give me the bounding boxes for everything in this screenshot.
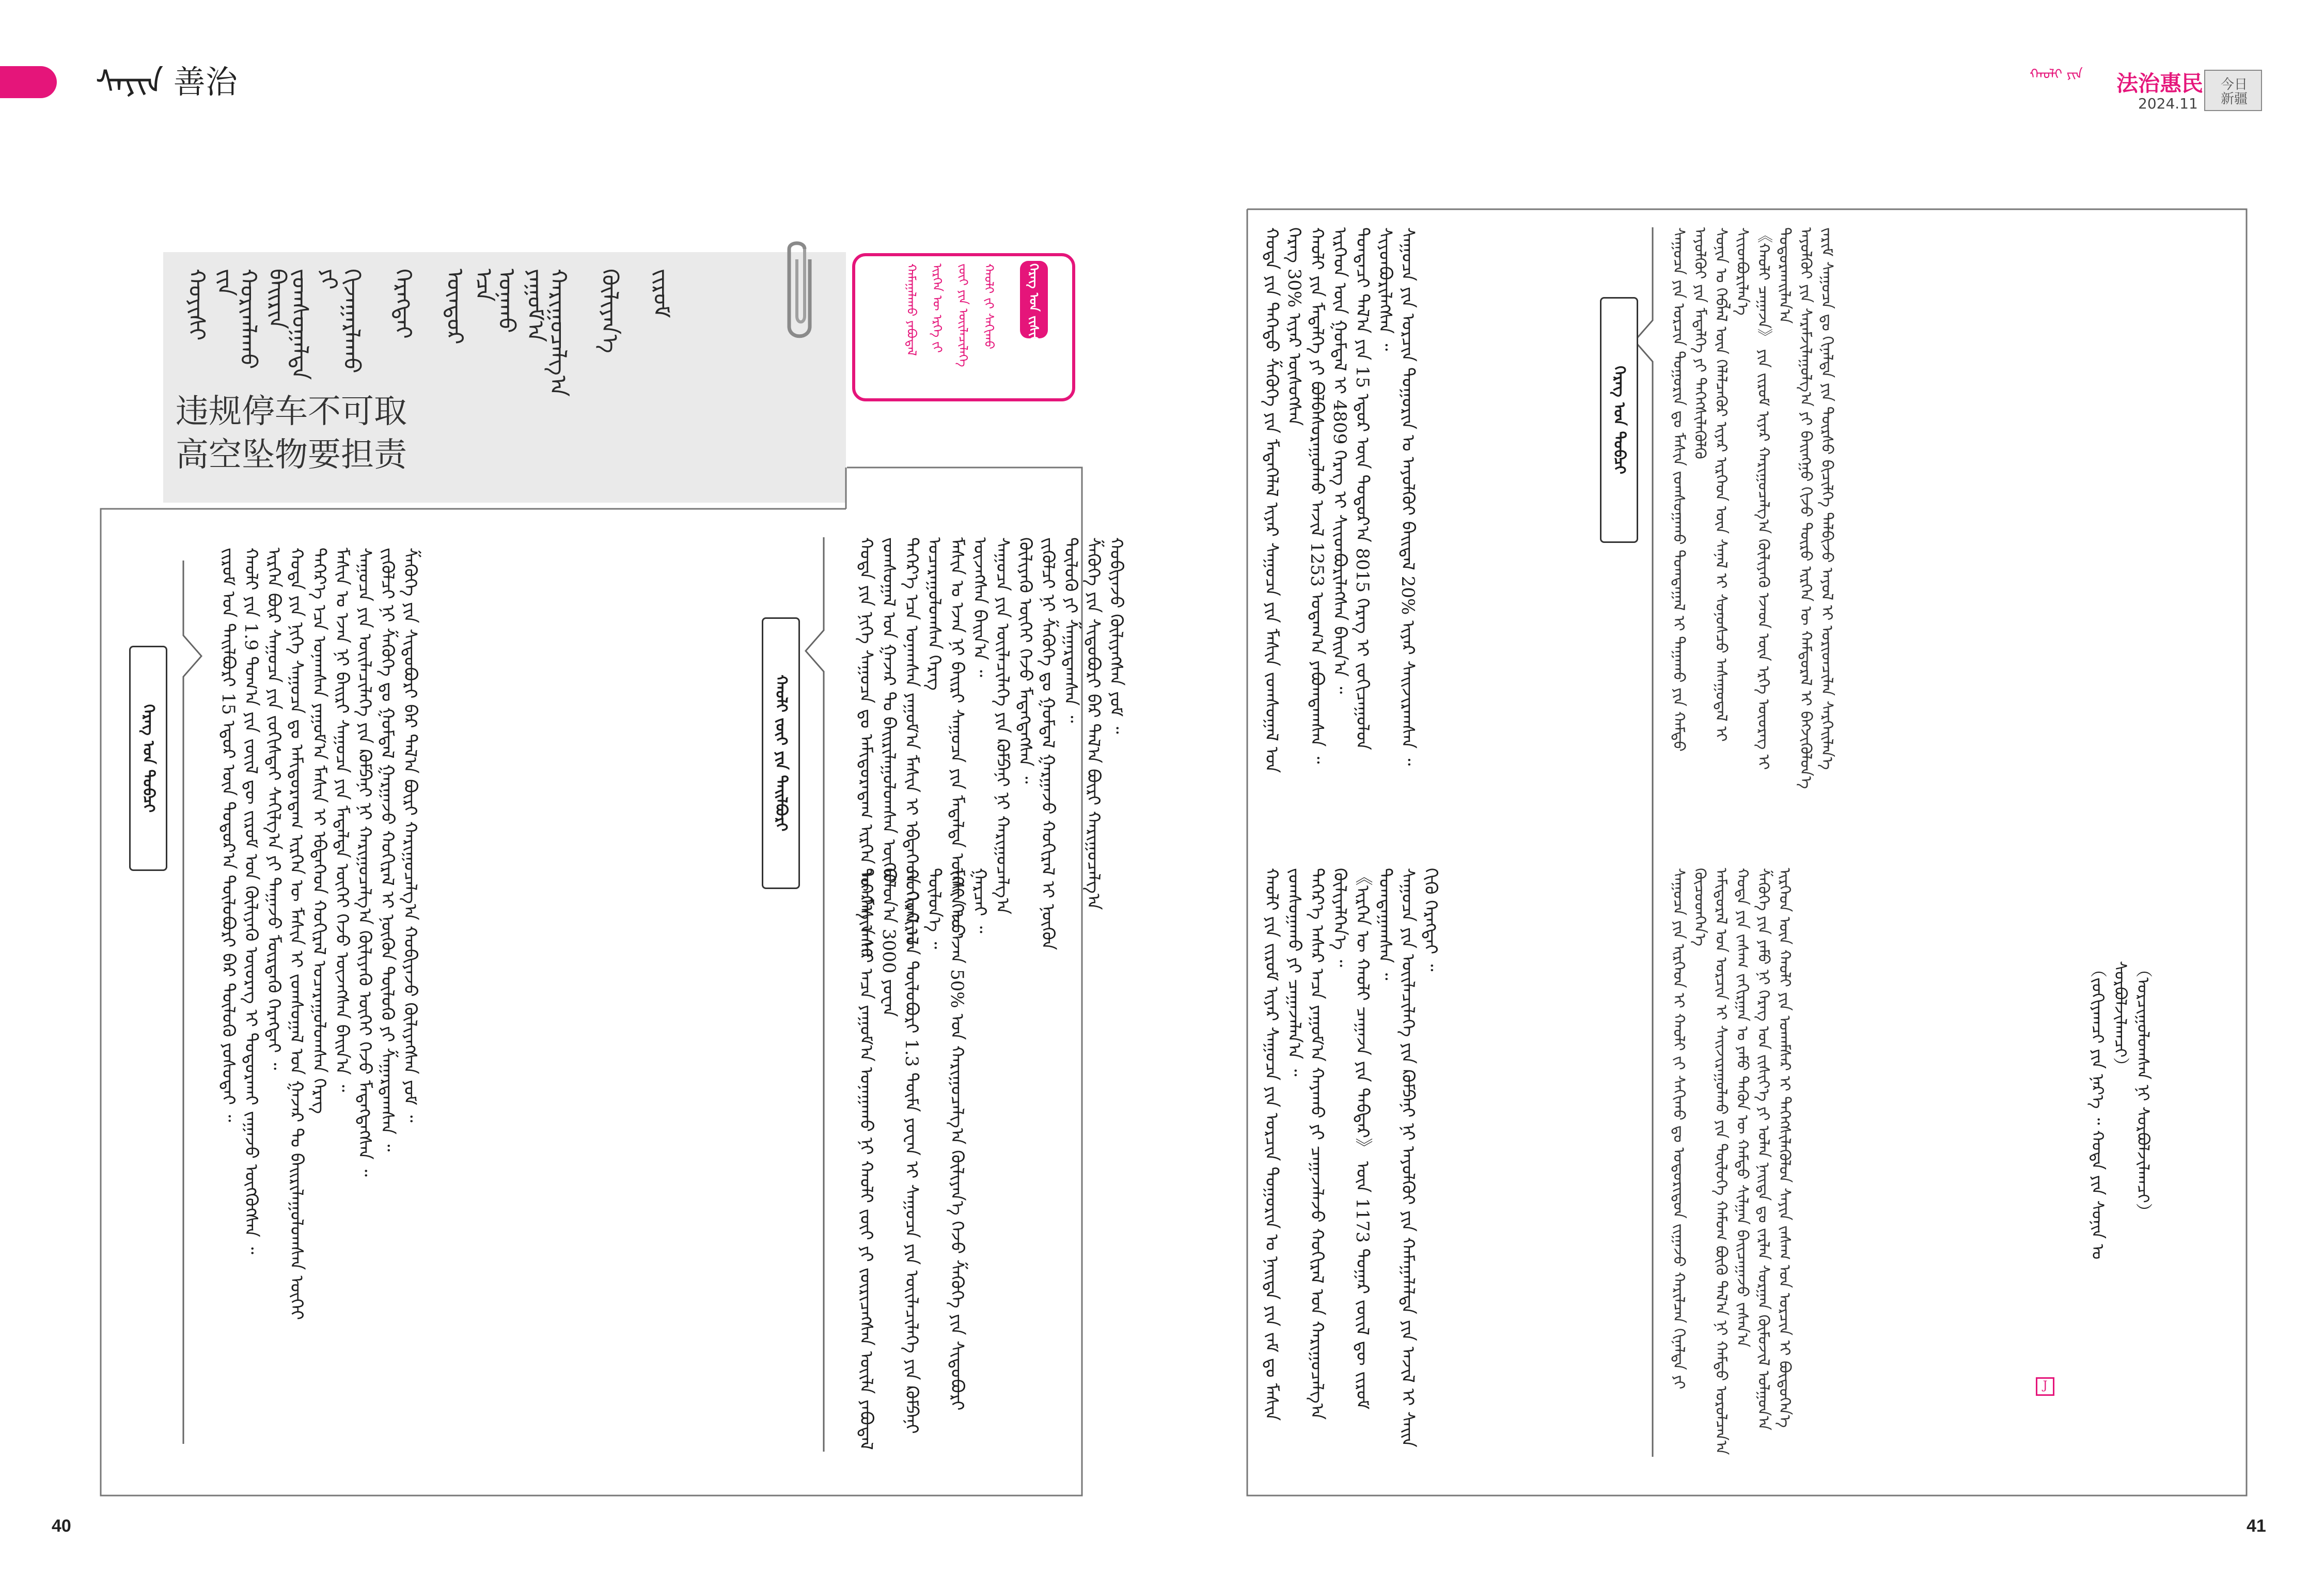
note-paragraph: 《ᠬᠠᠤᠯᠢ ᠴᠠᠭᠠᠵᠠ》 ᠶᠢᠨ ᠵᠢᠷᠤᠮ ᠢᠶᠡᠷ ᠬᠠᠷᠢᠭᠤᠴᠠᠯᠭ᠎ᠠ ᠬᠦᠯᠢᠶᠡᠬᠦ ᠡᠵᠡᠳ ᠦᠨ ᠡᠷᠬᠡ ᠦᠦᠷᠡᠭ ᠢ ᠲᠣᠳᠣᠷᠬᠠᠢᠯᠠᠨ᠎ᠠ — [1754, 227, 1794, 770]
body-paragraph: ᠵᠢᠭᠦᠯᠴᠢ ᠨᠢ ᠱᠡᠭᠦᠬᠡ ᠳᠤ ᠭᠣᠮᠳᠠᠯ ᠭᠠᠷᠭᠠᠵᠤ ᠬᠣᠬᠢᠷᠠᠯ ᠢ ᠨᠥᠬᠥᠨ ᠲᠥᠯᠥᠬᠦ ᠶᠢ ᠱᠠᠭᠠᠷᠳᠠᠭᠰᠠᠨ ᠃ — [1038, 537, 1081, 951]
headline — [176, 390, 407, 477]
headline-mongol-line: ᠵᠢᠷᠤᠮ — [648, 269, 674, 318]
body-paragraph: ᠬᠠᠤᠯᠢ ᠶᠢᠨ ᠮᠡᠳᠡᠯᠭᠡ ᠶᠢ ᠪᠣᠯᠪᠠᠰᠤᠷᠠᠭᠤᠯᠬᠤ ᠠᠵᠢᠯ 1253 ᠤᠳᠠᠭ᠎ᠠ ᠶᠠᠪᠤᠭᠳᠠᠭᠰᠠᠨ ᠃ — [1307, 227, 1327, 764]
body-paragraph: ᠰᠠᠭᠤᠴᠠ ᠶᠢᠨ ᠣᠷᠴᠢᠨ ᠲᠣᠭᠣᠷᠢᠨ ᠤ ᠠᠶᠤᠯᠭᠦᠢ ᠪᠠᠢᠳᠠᠯ 20% ᠢᠶᠡᠷ ᠰᠠᠢᠵᠢᠷᠠᠭᠰᠠᠨ ᠃ — [1397, 227, 1418, 766]
note-paragraph: ᠰᠣᠨᠢᠨ ᠤ ᠬᠡᠪᠯᠡᠯ ᠦᠨ ᠬᠡᠯᠡᠯᠴᠡᠭᠦᠷ ᠢᠶᠡᠷ ᠢᠷᠭᠡᠳ ᠦᠨ ᠰᠠᠨᠠᠯ ᠢ ᠰᠣᠨᠣᠰᠴᠤ ᠠᠰᠠᠭᠤᠳᠠᠯ ᠢ ᠰᠢᠢᠳᠪᠦᠷᠢᠯᠡᠨ᠎ᠡ — [1712, 227, 1751, 742]
byline-line: （ᠣᠷᠴᠢᠭᠤᠯᠤᠭᠰᠠᠨ ᠨᠢ ᠰᠤᠷᠪᠤᠯᠵᠢᠯᠠᠭᠴᠢ） — [2133, 961, 2153, 1220]
headline-mongol-line: ᠬᠣᠷᠢᠭᠯᠠᠬᠤ ᠪᠠᠢᠷᠢᠨ — [235, 269, 290, 369]
right-header-script: ᠬᠠᠤᠯᠢ ᠶᠢᠨ — [2030, 67, 2083, 82]
body-paragraph: ᠬᠣᠲᠠ ᠶᠢᠨ ᠨᠢᠭᠡ ᠰᠠᠭᠤᠴᠠ ᠳᠤ ᠠᠮᠢᠳᠤᠷᠠᠳᠠᠭ ᠢᠷᠭᠡᠨ ᠦ ᠮᠠᠰᠢᠨ ᠢ ᠵᠣᠭᠰᠣᠭᠠᠯ ᠤᠨ ᠭᠠᠵᠠᠷ ᠲᠤ ᠪᠠᠢᠷᠢᠯᠠᠭᠤᠯᠤᠭᠰᠠᠨ ᠦᠭᠡᠢ — [856, 537, 899, 958]
section-title-box: ᠬᠡᠷᠡᠭ ᠤᠨ ᠲᠣᠪᠴᠢ — [129, 646, 167, 871]
headline-mongol-line: ᠬᠣᠶᠢᠰᠢ ᠵᠢᠨ — [183, 269, 239, 341]
section-title-box: ᠬᠠᠤᠯᠢ ᠵᠦᠢ ᠶᠢᠨ ᠲᠠᠢᠯᠪᠤᠷᠢ — [762, 617, 800, 889]
magazine-logo-text: 今日 新疆 — [2221, 77, 2248, 107]
body-paragraph: ᠳᠤᠨᠳᠠᠴᠢ ᠲᠠᠯ᠎ᠠ ᠶᠢᠨ 15 ᠡᠳᠦᠷ ᠦᠨ ᠳᠣᠲᠣᠷ᠎ᠠ 8015 ᠬᠡᠷᠡᠭ ᠢ ᠵᠣᠬᠢᠴᠠᠭᠤᠯᠤᠨ ᠰᠢᠶᠳᠪᠦᠷᠢᠯᠡᠭᠰᠡᠨ ᠃ — [1352, 227, 1395, 751]
body-text-block — [1260, 227, 1622, 811]
brace-line: ᠬᠠᠤᠯᠢ ᠵᠢ ᠰᠠᠬᠢᠬᠤ — [982, 263, 996, 350]
headline-line-2: 高空坠物要担责 — [176, 436, 407, 474]
body-paragraph: ᠳᠡᠭᠡᠷ᠎ᠡ ᠡᠴᠡ ᠤᠨᠠᠭᠰᠠᠨ ᠶᠠᠭᠤᠮ᠎ᠠ ᠮᠠᠰᠢᠨ ᠢ ᠡᠪᠳᠡᠭᠡᠳ ᠬᠣᠬᠢᠷᠠᠯ ᠤᠴᠠᠷᠠᠭᠤᠯᠤᠭᠰᠠᠨ ᠬᠡᠷᠡᠭ — [901, 537, 945, 945]
body-paragraph: ᠢᠷᠭᠡᠨ ᠪᠦᠷ ᠰᠠᠭᠤᠴᠠ ᠶᠢᠨ ᠵᠣᠬᠢᠰᠲᠠᠢ ᠰᠠᠬᠢᠯᠭ᠎ᠠ ᠶᠢ ᠳᠠᠭᠠᠵᠤ ᠮᠥᠷᠳᠡᠬᠦ ᠬᠡᠷᠡᠭᠲᠡᠢ ᠃ — [263, 548, 284, 1070]
headline-mongol-line: ᠵᠣᠭᠰᠣᠭᠠᠯᠲᠠ ᠶᠢ — [287, 269, 342, 380]
body-paragraph: ᠳᠡᠭᠡᠷ᠎ᠡ ᠠᠰᠠᠷ ᠠᠴᠠ ᠶᠠᠭᠤᠮ᠎ᠠ ᠬᠠᠶᠠᠬᠤ ᠶᠢ ᠴᠠᠭᠠᠵᠠᠯᠠᠵᠤ ᠬᠣᠬᠢᠷᠠᠯ ᠤᠨ ᠬᠠᠷᠢᠭᠤᠴᠠᠯᠭ᠎ᠠ ᠬᠦᠯᠢᠶᠡᠯᠭᠡᠨ᠎ᠡ ᠃ — [1307, 868, 1350, 1420]
body-paragraph: ᠵᠢᠭᠦᠯᠴᠢ ᠨᠢ ᠱᠡᠭᠦᠬᠡ ᠳᠤ ᠭᠣᠮᠳᠠᠯ ᠭᠠᠷᠭᠠᠵᠤ ᠬᠣᠬᠢᠷᠠᠯ ᠢ ᠨᠥᠬᠥᠨ ᠲᠥᠯᠥᠬᠦ ᠶᠢ ᠱᠠᠭᠠᠷᠳᠠᠭᠰᠠᠨ ᠃ — [377, 548, 398, 1152]
body-paragraph: ᠬᠠᠤᠯᠢ ᠶᠢᠨ 1.9 ᠲᠣᠭ᠎ᠠ ᠶᠢᠨ ᠵᠦᠢᠯ ᠳᠦ ᠵᠢᠷᠤᠮ ᠤᠨ ᠬᠦᠯᠢᠶᠡᠬᠦ ᠦᠦᠷᠡᠭ ᠢ ᠲᠣᠳᠣᠷᠬᠠᠢ ᠵᠠᠭᠠᠵᠤ ᠥᠭᠭᠦᠭᠰᠡᠨ ᠃ — [241, 548, 261, 1255]
byline — [2086, 961, 2153, 1322]
body-paragraph: ᠮᠠᠰᠢᠨ ᠤ ᠡᠵᠡᠨ 50% ᠤᠨ ᠬᠠᠷᠢᠭᠤᠴᠠᠯᠭ᠎ᠠ ᠬᠦᠯᠢᠶᠡᠨ᠎ᠡ ᠭᠡᠵᠦ ᠱᠡᠭᠦᠬᠡ ᠶᠢᠨ ᠱᠢᠳᠦᠪᠦᠷᠢ ᠭᠠᠷᠴᠠᠢ ᠃ — [947, 868, 990, 1411]
byline-line: （ᠵᠣᠬᠢᠶᠠᠭᠴᠢ ᠶᠢᠨ ᠨᠡᠷ᠎ᠡ ᠃ ᠬᠣᠲᠠ ᠶᠢᠨ ᠰᠣᠨᠢᠨ ᠤ ᠰᠤᠷᠪᠤᠯᠵᠢᠯᠠᠭᠴᠢ） — [2088, 961, 2130, 1259]
section-title-box: ᠬᠡᠷᠡᠭ ᠤᠨ ᠲᠣᠪᠴᠢ — [1600, 297, 1638, 543]
body-text-block — [855, 868, 1072, 1462]
body-text-block — [1260, 868, 1622, 1462]
right-header-issue: 2024.11 — [2138, 95, 2198, 112]
left-page-number: 40 — [52, 1516, 71, 1536]
body-paragraph: ᠬᠣᠲᠠ ᠶᠢᠨ ᠨᠢᠭᠡ ᠰᠠᠭᠤᠴᠠ ᠳᠤ ᠠᠮᠢᠳᠤᠷᠠᠳᠠᠭ ᠢᠷᠭᠡᠨ ᠦ ᠮᠠᠰᠢᠨ ᠢ ᠵᠣᠭᠰᠣᠭᠠᠯ ᠤᠨ ᠭᠠᠵᠠᠷ ᠲᠤ ᠪᠠᠢᠷᠢᠯᠠᠭᠤᠯᠤᠭᠰᠠᠨ ᠦᠭᠡᠢ — [286, 548, 307, 1320]
body-paragraph: ᠮᠠᠰᠢᠨ ᠤ ᠡᠵᠡᠨ ᠨᠢ ᠪᠠᠢᠷᠢ ᠰᠠᠭᠤᠴᠠ ᠶᠢᠨ ᠮᠡᠳᠡᠯᠲᠡ ᠦᠭᠡᠢ ᠭᠡᠵᠦ ᠦᠵᠡᠭᠰᠡᠨ ᠪᠠᠢᠨ᠎ᠠ ᠃ — [947, 537, 990, 937]
headline-mongol-line: ᠦᠨᠳᠦᠷ ᠡᠴᠡ — [442, 269, 497, 345]
body-paragraph: ᠰᠠᠭᠤᠴᠠ ᠶᠢᠨ ᠦᠢᠯᠡᠴᠢᠯᠡᠭᠡ ᠶᠢᠨ ᠺᠣᠮᠫᠠᠨᠢ ᠨᠢ ᠬᠠᠷᠢᠭᠤᠴᠠᠯᠭ᠎ᠠ ᠬᠦᠯᠢᠶᠡᠬᠦ ᠦᠭᠡᠢ ᠭᠡᠵᠦ ᠮᠡᠳᠡᠭᠳᠡᠭᠰᠡᠨ ᠃ — [992, 537, 1035, 915]
body-paragraph: ᠵᠢᠷᠤᠮ ᠤᠨ ᠲᠠᠢᠯᠪᠤᠷᠢ 15 ᠡᠳᠦᠷ ᠦᠨ ᠳᠣᠲᠣᠷ᠎ᠠ ᠲᠥᠯᠥᠪᠦᠷᠢ ᠪᠠᠷ ᠲᠥᠯᠥᠬᠦ ᠶᠣᠰᠣᠲᠠᠢ ᠃ — [218, 548, 239, 1123]
headline-mongol-line: ᠬᠦᠯᠢᠶᠡᠨ᠎ᠡ — [596, 269, 623, 353]
headline-line-1: 违规停车不可取 — [176, 393, 407, 431]
body-paragraph: ᠰᠠᠭᠤᠴᠠ ᠶᠢᠨ ᠦᠢᠯᠡᠴᠢᠯᠡᠭᠡ ᠶᠢᠨ ᠺᠣᠮᠫᠠᠨᠢ ᠨᠢ ᠠᠶᠤᠯᠭᠦᠢ ᠶᠢᠨ ᠬᠠᠮᠠᠭᠠᠯᠠᠯᠲᠠ ᠶᠢᠨ ᠠᠵᠢᠯ ᠢ ᠰᠠᠢᠨ ᠬᠢᠬᠦ ᠬᠡᠷᠡᠭᠲᠡᠢ ᠃ — [1397, 868, 1441, 1447]
note-marker: J — [2036, 1377, 2054, 1396]
note-paragraph: ᠵᠠᠷᠢᠮ ᠰᠠᠭᠤᠴᠠ ᠳᠤ ᠬᠢᠨᠠᠯᠲᠠ ᠶᠢᠨ ᠳᠦᠷᠰᠦ ᠪᠢᠴᠢᠯᠭᠡ ᠲᠠᠯᠪᠢᠵᠤ ᠠᠶᠤᠯ ᠢ ᠤᠷᠢᠳᠴᠢᠯᠠᠨ ᠰᠡᠷᠭᠡᠢᠯᠡᠨ᠎ᠡ — [1818, 227, 1836, 770]
note-paragraph: ᠠᠮᠢᠳᠤᠷᠠᠯ ᠤᠨ ᠣᠷᠴᠢᠨ ᠢ ᠰᠠᠢᠵᠢᠷᠠᠭᠤᠯᠬᠤ ᠶᠢᠨ ᠲᠥᠯᠥᠭᠡ ᠬᠠᠮᠤᠭ ᠪᠦᠬᠦ ᠲᠠᠯ᠎ᠠ ᠨᠢ ᠬᠠᠮᠲᠤ ᠣᠷᠣᠯᠴᠠᠨ᠎ᠠ — [1712, 868, 1730, 1455]
body-paragraph: ᠬᠣᠬᠢᠷᠠᠯ ᠤᠨ ᠲᠥᠯᠥᠪᠦᠷᠢ 1.3 ᠲᠥᠮᠡ ᠶᠤᠸᠠᠨ ᠢ ᠰᠠᠭᠤᠴᠠ ᠶᠢᠨ ᠦᠢᠯᠡᠴᠢᠯᠡᠭᠡ ᠶᠢᠨ ᠺᠣᠮᠫᠠᠨᠢ ᠲᠥᠯᠥᠨ᠎ᠡ ᠃ — [901, 868, 945, 1434]
case-tag-label: ᠬᠡᠷᠡᠭ ᠤᠨ ᠵᠢᠱᠢᠶ᠎ᠡ — [1027, 263, 1042, 354]
body-paragraph: ᠳᠡᠭᠡᠷ᠎ᠡ ᠡᠴᠡ ᠤᠨᠠᠭᠰᠠᠨ ᠶᠠᠭᠤᠮ᠎ᠠ ᠮᠠᠰᠢᠨ ᠢ ᠡᠪᠳᠡᠭᠡᠳ ᠬᠣᠬᠢᠷᠠᠯ ᠤᠴᠠᠷᠠᠭᠤᠯᠤᠭᠰᠠᠨ ᠬᠡᠷᠡᠭ — [309, 548, 329, 1114]
body-paragraph: ᠰᠠᠭᠤᠴᠠ ᠶᠢᠨ ᠦᠢᠯᠡᠴᠢᠯᠡᠭᠡ ᠶᠢᠨ ᠺᠣᠮᠫᠠᠨᠢ ᠨᠢ ᠬᠠᠷᠢᠭᠤᠴᠠᠯᠭ᠎ᠠ ᠬᠦᠯᠢᠶᠡᠬᠦ ᠦᠭᠡᠢ ᠭᠡᠵᠦ ᠮᠡᠳᠡᠭᠳᠡᠭᠰᠡᠨ ᠃ — [354, 548, 375, 1177]
body-paragraph: ᠮᠠᠰᠢᠨ ᠤ ᠡᠵᠡᠨ ᠨᠢ ᠪᠠᠢᠷᠢ ᠰᠠᠭᠤᠴᠠ ᠶᠢᠨ ᠮᠡᠳᠡᠯᠲᠡ ᠦᠭᠡᠢ ᠭᠡᠵᠦ ᠦᠵᠡᠭᠰᠡᠨ ᠪᠠᠢᠨ᠎ᠠ ᠃ — [332, 548, 352, 1092]
body-paragraph: 《ᠢᠷᠭᠡᠨ ᠦ ᠬᠠᠤᠯᠢ ᠴᠠᠭᠠᠵᠠ ᠶᠢᠨ ᠳᠡᠪᠲᠡᠷ》 ᠦᠨ 1173 ᠳᠤᠭᠠᠷ ᠵᠦᠢᠯ ᠳᠦ ᠵᠢᠷᠤᠮ ᠲᠣᠭᠲᠠᠭᠠᠭᠰᠠᠨ ᠃ — [1352, 868, 1395, 1410]
note-paragraph: ᠬᠣᠲᠠ ᠶᠢᠨ ᠵᠠᠰᠠᠭ ᠵᠠᠬᠢᠷᠭᠠᠨ ᠤ ᠶᠠᠮᠤ ᠲᠡᠭᠦᠨ ᠦ ᠬᠠᠮᠲᠤ ᠰᠢᠯᠭᠠᠨ ᠪᠠᠢᠴᠠᠭᠠᠵᠤ ᠵᠠᠰᠠᠨ᠎ᠠ — [1733, 868, 1751, 1348]
body-paragraph: ᠱᠡᠭᠦᠬᠡ ᠶᠢᠨ ᠱᠢᠳᠦᠪᠦᠷᠢ ᠪᠡᠷ ᠲᠠᠯ᠎ᠠ ᠪᠦᠷᠢ ᠬᠠᠷᠢᠭᠤᠴᠠᠯᠭ᠎ᠠ ᠬᠤᠪᠢᠶᠠᠵᠤ ᠬᠦᠯᠢᠶᠡᠭᠰᠡᠨ ᠶᠤᠮ ᠃ — [400, 548, 420, 1123]
paperclip-icon — [774, 239, 815, 347]
right-page-number: 41 — [2247, 1516, 2266, 1536]
headline-mongol-line: ᠬᠠᠷᠢᠭᠤᠴᠠᠯᠭ᠎ᠠ — [545, 269, 571, 397]
left-header-title: ᠰᠠᠶᠢᠨ 善治 — [96, 63, 238, 101]
body-paragraph: ᠱᠡᠭᠦᠬᠡ ᠶᠢᠨ ᠱᠢᠳᠦᠪᠦᠷᠢ ᠪᠡᠷ ᠲᠠᠯ᠎ᠠ ᠪᠦᠷᠢ ᠬᠠᠷᠢᠭᠤᠴᠠᠯᠭ᠎ᠠ ᠬᠤᠪᠢᠶᠠᠵᠤ ᠬᠦᠯᠢᠶᠡᠭᠰᠡᠨ ᠶᠤᠮ ᠃ — [1083, 537, 1126, 910]
brace-line: ᠵᠦᠢ ᠶᠢᠨ ᠦᠢᠯᠡᠴᠢᠯᠡᠭᠡ — [956, 263, 970, 367]
right-header-title: 法治惠民 — [2116, 71, 2204, 96]
headline-mongol-line: ᠬᠡᠷᠡᠭᠲᠡᠢ — [390, 269, 416, 339]
body-paragraph: ᠳᠡᠭᠡᠷ᠎ᠡ ᠠᠰᠠᠷ ᠠᠴᠠ ᠶᠠᠭᠤᠮ᠎ᠠ ᠤᠨᠠᠭᠠᠬᠤ ᠨᠢ ᠬᠠᠤᠯᠢ ᠵᠦᠢ ᠶᠢ ᠵᠥᠷᠢᠴᠡᠭᠰᠡᠨ ᠦᠢᠯᠡ ᠶᠠᠪᠤᠳᠠᠯ ᠪᠣᠯᠤᠨ᠎ᠠ 3000 ᠶᠤᠸᠠᠨ — [856, 868, 899, 1450]
headline-mongol-line: ᠬᠢᠵᠠᠭᠠᠷᠯᠠᠬᠤ — [338, 269, 365, 373]
body-paragraph: ᠬᠠᠤᠯᠢ ᠶᠢᠨ ᠵᠢᠷᠤᠮ ᠢᠶᠡᠷ ᠰᠠᠭᠤᠴᠠ ᠶᠢᠨ ᠣᠷᠴᠢᠨ ᠲᠣᠭᠣᠷᠢᠨ ᠤ ᠨᠡᠢᠲᠡ ᠶᠢᠨ ᠵᠠᠮ ᠳᠤ ᠮᠠᠰᠢᠨ ᠵᠣᠭᠰᠣᠭᠠᠬᠤ ᠶᠢ ᠴᠠᠭᠠᠵᠠᠯᠠᠨ᠎ᠠ ᠃ — [1261, 868, 1305, 1421]
note-paragraph: ᠠᠶᠤᠯᠭᠦᠢ ᠶᠢᠨ ᠰᠠᠷᠠᠮᠵᠢᠯᠠᠭᠤᠯᠭ᠎ᠠ ᠶᠢ ᠪᠠᠢᠩᠭᠤ ᠬᠢᠵᠦ ᠲᠥᠷᠦ ᠢᠷᠭᠡᠨ ᠦ ᠬᠠᠮᠲᠤᠷᠠᠯ ᠢ ᠪᠡᠬᠵᠢᠭᠦᠯᠦᠨ᠎ᠡ — [1797, 227, 1815, 789]
note-paragraph: ᠱᠡᠭᠦᠬᠡ ᠶᠢᠨ ᠶᠠᠮᠤ ᠨᠢ ᠬᠡᠷᠡᠭ ᠤᠨ ᠵᠢᠱᠢᠶ᠎ᠡ ᠶᠢ ᠣᠯᠠᠨ ᠨᠡᠢᠲᠡ ᠳᠤ ᠵᠠᠷᠯᠠᠨ ᠰᠤᠷᠭᠠᠨ ᠬᠦᠮᠦᠵᠢᠯ ᠣᠯᠭᠣᠨ᠎ᠠ — [1754, 868, 1772, 1430]
brace-line: ᠬᠠᠮᠠᠭᠠᠯᠠᠬᠤ ᠶᠠᠪᠤᠳᠠᠯ — [904, 263, 919, 356]
headline-mongol-line: ᠤᠨᠠᠬᠤ ᠶᠠᠭᠤᠮ᠎ᠠ — [493, 269, 548, 342]
note-paragraph: ᠰᠠᠭᠤᠴᠠ ᠶᠢᠨ ᠢᠷᠭᠡᠳ ᠢ ᠬᠠᠤᠯᠢ ᠵᠢ ᠰᠠᠬᠢᠬᠤ ᠳᠤ ᠤᠳᠤᠷᠢᠳᠤᠨ ᠵᠢᠭᠠᠵᠤ ᠬᠠᠷᠢᠯᠴᠠᠨ ᠬᠢᠨᠠᠯᠲᠠ ᠶᠢ ᠬᠦᠴᠦᠳᠬᠡᠨ᠎ᠡ — [1670, 868, 1709, 1390]
note-text-block — [1668, 227, 2231, 796]
body-paragraph: ᠢᠷᠭᠡᠳ ᠦᠨ ᠭᠣᠮᠳᠠᠯ ᠢ 4809 ᠬᠡᠷᠡᠭ ᠢ ᠱᠢᠢᠳᠪᠦᠷᠢᠯᠡᠭᠰᠡᠨ ᠪᠠᠢᠨ᠎ᠠ ᠃ — [1329, 227, 1350, 694]
body-text-block — [217, 548, 806, 1462]
brace-line: ᠢᠷᠭᠡᠨ ᠦ ᠡᠷᠬᠡ ᠵᠢ — [930, 263, 945, 353]
note-paragraph: ᠢᠷᠭᠡᠳ ᠦᠨ ᠬᠠᠤᠯᠢ ᠶᠢᠨ ᠤᠬᠠᠮᠰᠠᠷ ᠢ ᠳᠡᠭᠡᠭᠰᠢᠯᠡᠭᠦᠯᠦᠨ ᠰᠠᠶᠢᠨ ᠵᠠᠰᠠᠭ ᠤᠨ ᠣᠷᠴᠢᠨ ᠢ ᠪᠦᠲᠦᠭᠡᠨ᠎ᠡ — [1776, 868, 1794, 1428]
body-paragraph: ᠬᠣᠲᠠ ᠶᠢᠨ ᠳᠡᠭᠡᠳᠦ ᠱᠡᠭᠦᠬᠡ ᠶᠢᠨ ᠮᠡᠳᠡᠭᠡᠯᠡᠯ ᠢᠶᠡᠷ ᠰᠠᠭᠤᠴᠠ ᠶᠢᠨ ᠮᠠᠰᠢᠨ ᠵᠣᠭᠰᠣᠭᠠᠯ ᠤᠨ ᠬᠡᠷᠡᠭ 30% ᠢᠶᠡᠷ ᠥᠰᠦᠭᠰᠡᠨ — [1261, 227, 1305, 773]
note-paragraph: ᠰᠠᠭᠤᠴᠠ ᠶᠢᠨ ᠣᠷᠴᠢᠨ ᠲᠣᠭᠣᠷᠢᠨ ᠳᠤ ᠮᠠᠰᠢᠨ ᠵᠣᠭᠰᠣᠭᠠᠬᠤ ᠲᠣᠭᠲᠠᠭᠠᠯ ᠢ ᠳᠠᠭᠠᠬᠤ ᠶᠢᠨ ᠬᠠᠮᠲᠤ ᠠᠶᠤᠯᠭᠦᠢ ᠶᠢᠨ ᠮᠡᠳᠡᠯᠭᠡ ᠶᠢ ᠳᠡᠭᠡᠭᠰᠢᠯᠡᠭᠦᠯᠬᠦ — [1670, 227, 1709, 752]
